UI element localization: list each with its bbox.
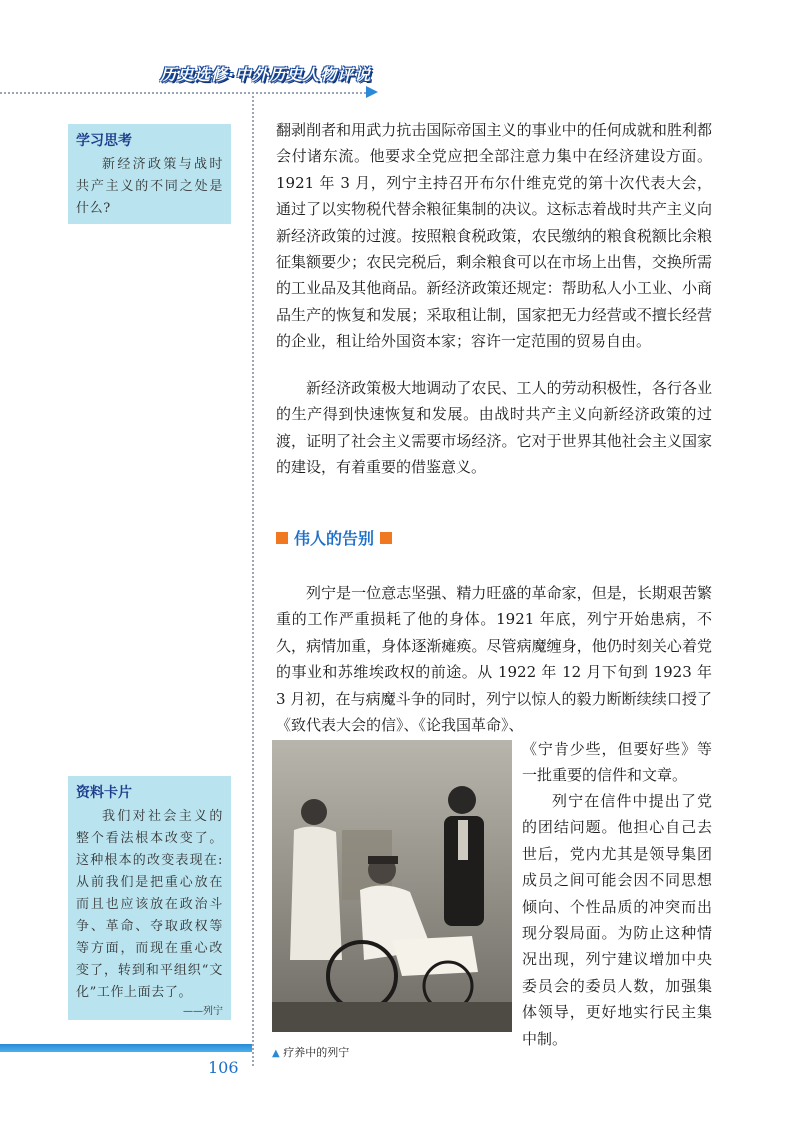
square-bullet-icon [380, 532, 392, 544]
page-number: 106 [208, 1058, 239, 1077]
square-bullet-icon [276, 532, 288, 544]
running-header-title: 历史选修·中外历史人物评说 [160, 65, 372, 84]
triangle-marker-icon: ▲ [272, 1048, 280, 1059]
header-arrow-icon [366, 86, 378, 98]
footer-bar [0, 1044, 252, 1052]
column-divider [252, 96, 254, 1066]
data-card-box [68, 776, 231, 1020]
photo-caption-text: 疗养中的列宁 [283, 1046, 350, 1059]
study-think-text: 新经济政策与战时共产主义的不同之处是什么? [76, 157, 223, 216]
study-think-title: 学习思考 [76, 133, 132, 149]
body-paragraph-1: 翻剥削者和用武力抗击国际帝国主义的事业中的任何成就和胜利都会付诸东流。他要求全党应把全部注意力集中在经济建设方面。1921 年 3 月，列宁主持召开布尔什维克党的第十次代表大会，通过了以实物税代替余粮征集制的决议。这标志着战时共产主义向新经济政策的过渡。按照粮食税政策，农民缴纳的粮食税额比余粮征集额要少；农民完税后，剩余粮食可以在市场上出售，交换所需的工业品及其他商品。新经济政策还规定：帮助私人小工业、小商品生产的恢复和发展；采取租让制，国家把无力经营或不擅长经营的企业，租让给外国资本家；容许一定范围的贸易自由。 [276, 121, 712, 351]
section-heading-text: 伟人的告别 [294, 529, 375, 548]
body-paragraph-2: 新经济政策极大地调动了农民、工人的劳动积极性，各行各业的生产得到快速恢复和发展。由战时共产主义向新经济政策的过渡，证明了社会主义需要市场经济。它对于世界其他社会主义国家的建设，有着重要的借鉴意义。 [276, 379, 712, 477]
body-paragraph-5: 列宁在信件中提出了党的团结问题。他担心自己去世后，党内尤其是领导集团成员之间可能会因不同思想倾向、个性品质的冲突而出现分裂局面。为防止这种情况出现，列宁建议增加中央委员会的委员人数，加强集体领导，更好地实行民主集中制。 [522, 792, 712, 1048]
lenin-convalescence-photo [272, 740, 512, 1032]
data-card-title: 资料卡片 [76, 785, 132, 801]
data-card-text: 我们对社会主义的整个看法根本改变了。这种根本的改变表现在:从前我们是把重心放在而且也应该放在政治斗争、革命、夺取政权等等方面，而现在重心改变了，转到和平组织“文化”工作上面去了。 [76, 809, 223, 1000]
photo-caption [272, 1044, 349, 1060]
section-heading [276, 526, 392, 549]
body-paragraph-3: 列宁是一位意志坚强、精力旺盛的革命家，但是，长期艰苦繁重的工作严重损耗了他的身体。1921 年底，列宁开始患病，不久，病情加重，身体逐渐瘫痪。尽管病魔缠身，他仍时刻关心着党的事业和苏维埃政权的前途。从 1922 年 12 月下旬到 1923 年 3 月初，在与病魔斗争的同时，列宁以惊人的毅力断断续续口授了《致代表大会的信》、《论我国革命》、 [276, 584, 712, 735]
study-think-box [68, 124, 231, 224]
header-dotted-rule [0, 92, 370, 94]
data-card-attribution: ——列宁 [183, 1006, 223, 1017]
photo-illustration [272, 740, 512, 1032]
body-paragraph-4: 《宁肯少些，但要好些》等一批重要的信件和文章。 [522, 740, 712, 785]
